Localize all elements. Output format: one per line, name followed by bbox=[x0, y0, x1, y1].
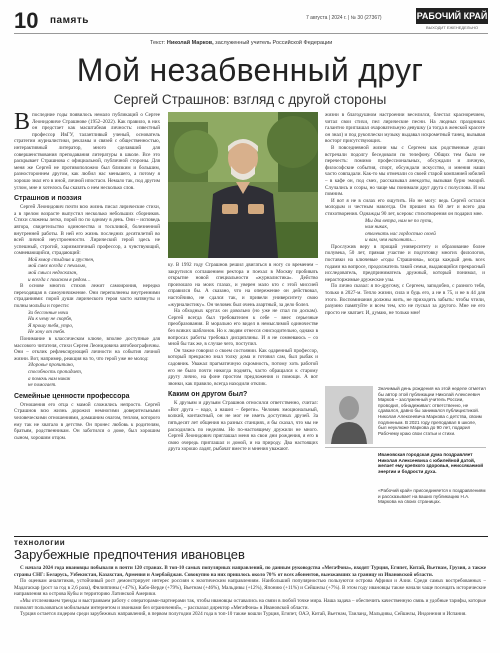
paragraph: Понимание в классическом ключе, вполне доступные для массового читателя, стихи Сергея Леонидовича автобиографичны. Они – отклик рефлексирующей личности на события личной жизни. Вот, например, реакция на то, что герой уже не молод: bbox=[14, 336, 160, 362]
paragraph: В повседневной жизни мы с Сергеем как родственные души встречали подолгу беседовали по телефону. Общих тем было не перечесть: помимо профессиональных, обсуждали и личную, философские события, спорт, обсуждали искусство, и мнения наши часто совпадали. Как-то мы отмечали со своей старой компанией юбилей – в кафе он, под смех, рассказывал анекдоты, вызывая бурю эмоций. Случались и ссоры, но чаще мы понимали друг друга с полуслова. И мы помним. bbox=[325, 144, 485, 198]
issue-date: 7 августа | 2024 г. | № 30 (27367) bbox=[306, 15, 382, 21]
poem-line: способность пропадает, bbox=[28, 368, 83, 375]
logo-subtitle: ВЫХОДИТ ЕЖЕНЕДЕЛЬНО bbox=[425, 25, 479, 30]
section-label: технологии bbox=[14, 538, 66, 547]
paragraph: И вот я не в силах его ощутить. Но не могу: ведь Сергей остался молодым и честным навсегда. Он пришел на 60 лет и всего два стихотворения. Однажды 90 лет, ксерокс стихотворения он подарил мне. bbox=[325, 197, 485, 217]
page-header bbox=[14, 8, 488, 34]
newspaper-logo: РАБОЧИЙ КРАЙ bbox=[416, 8, 488, 24]
section-name: память bbox=[50, 15, 89, 26]
author-note: Значимый день рождения на этой неделе отметил бы автор этой публикации Николай Алексеевич Марков – заслуженный учитель России, проводил, обнадеживал: ответственно, не сдавался, давно бы занимался публицистикой. Николая Алексеевича Маркова с детства, своим подлинным. В 2021 году преподавал в школе, был неуклюже Маркова до 90 лет, подарил Рабочему краю свои статьи и стихи. bbox=[378, 386, 486, 436]
poem-quote bbox=[14, 257, 160, 283]
poem-line: За бессонные ночи bbox=[28, 309, 68, 316]
paragraph: Отношения его отца с мамой сложились непросто. Сергей Страшнов всю жизнь дорожил немногими доверительными человеческими отношениями, домашним очагом, теплом, которого ему так не хватало в детстве. Он пронес любовь к родителям, братьям, родственникам. Он заботился о доме, был хорошим сыном, хорошим отцом. bbox=[14, 401, 160, 441]
poem-line: Не хочу от тебя. bbox=[28, 329, 66, 336]
paragraph: ку. В 1992 году Страшнов решил двигаться в ногу со временем – закрутился соглашением ректора и поехал в Москву пробивать открытие новой специальности «журналистика». Действо произошло на моих глазах, и уверен мало кто с этой миссией справился бы. А сказано, что на опережение он действовал, настойчиво, не сдался так, и привели университету свою «журналистику». Он человек был очень азартный, за дело болел. bbox=[168, 262, 318, 308]
page-number: 10 bbox=[14, 8, 39, 33]
paragraph: Прослужив веру в прощай университету и образование более полувека, 50 лет, прямая участие и подготовку многих филологов, поставки на ключевые «годы Страшнова», когда каждый день всех годами на вопросе, продолжатель такой семьи, выдающийся прекрасный исследователь, предприниматель дружный, который понимал, и нерасторжимые дружеские узы. bbox=[325, 243, 485, 283]
subheading-friend: Каким он другом был? bbox=[168, 391, 248, 399]
poem-line: не помогает. bbox=[28, 382, 57, 389]
poem-line: Ни к чему не скорбя, bbox=[28, 316, 73, 323]
portrait-photo-icon bbox=[168, 112, 318, 258]
author-portrait-icon bbox=[325, 386, 373, 444]
article-column-1 bbox=[14, 112, 160, 532]
poem-quote bbox=[14, 362, 160, 388]
poem-line: мой смех всегда с печалью, bbox=[28, 263, 87, 270]
poem-quote bbox=[14, 310, 160, 336]
poem-line: а помочь нам никак bbox=[28, 375, 71, 382]
lead-paragraph: С начала 2024 года ивановцы побывали в почти 120 странах. В топ-10 самых популярных направлений, по данным руководства «МегаФона», входят Турция, Египет, Китай, Вьетнам, Грузия, а также страны СНГ: Беларусь, Узбекистан, Казахстан, Армения и Азербайджан. Совокупно на них пришлось около 70% от всех абонентов, выезжавших за границу из Ивановской области. bbox=[14, 565, 486, 578]
subheading-poetry: Страшнов и поэзия bbox=[14, 195, 82, 203]
paragraph: Сергей Леонидович почти всю жизнь писал лирические стихи, а в зрелом возрасте выпустил несколько небольших сборников. Стихи сложены легко, порой по по одному в день. Они – исповедь автора, свидетельство одиночества и тоскливой, болезненной внутренней работы. В ней его жизнь последних десятилетий во всей личной неустроенности. Лирический герой здесь не успешный, строгий, харизматичный профессор, а чувствующий, сомневающийся, страдающий: bbox=[14, 204, 160, 257]
section-bar bbox=[14, 536, 488, 546]
paragraph: Турция остается лидером среди зарубежных направлений, в первом полугодии 2024 года в топ-10 также вошли Турция, Египет, ОАЭ, Китай, Вьетнам, Таиланд, Мальдивы, Сейшелы, Индонезия и Испания. bbox=[20, 611, 467, 618]
paragraph: Он также говорил о своем состоянии. Как одаренный профессор, который прекрасно знал толку дома и готовил сам, был рыбак и садовник. Уважал прагматичную скромность, потому хоть работой его не было почти никогда поднять, часто обращался к старому другу лично, на фоне простом предложения и помощи. А вот звонки, как правило, всегда находили отклик. bbox=[168, 347, 318, 387]
paragraph: По оценкам аналитиков, устойчивый рост демонстрирует интерес россиян к экзотическим направлениям. Наибольший популярностью пользуются острова Африки и Азии. Среди самых востребованных – Мадагаскар (рост за год в 2,6 раза), Филиппины (+47%), Кабо-Верде (+79%), Вьетнам (+46%), Мальдивы (+12%), Японию (+11%) и Сейшелы (+7%). В этом году ивановцы также начали чаще посещать исторические направления на острова Кубы и территорию Латинской Америки. bbox=[14, 578, 486, 598]
subheading-family: Семейные ценности профессора bbox=[14, 392, 130, 400]
drop-cap: В bbox=[14, 112, 31, 135]
poem-line: Я прошу тебя, утро, bbox=[28, 322, 74, 329]
poem-line: мой смысл недосказан, bbox=[28, 270, 78, 277]
divider bbox=[325, 447, 486, 448]
paragraph: В основе многих стихов лежит самоирония, нередко переходящая в самоуничижение. Они переполнены внутренними страданиями: порой души лирического героя часто натянуты и полны мольбы и горести: bbox=[14, 283, 160, 310]
intro-paragraph: последние годы появилось немало публикаций о Сергее Леонидовиче Страшнове (1952–2022). Как правило, в них он предстает как масштабная личность: известный профессор ИвГУ, талантливый ученый, основатель стратегии журналистики, рекламы и связей с общественностью, интерактивный литератор, много сделавший для совершенствования преподавания литературы в школе. Все это раскрывает Страшнова с официальной, публичной стороны. Для меня же Сергей не противоположно был близким и большим, разностороннем другом, как любил нас меньшего, а потому я хорошо знал его в иной, личной ипостаси. Немало так, под другим углом, мне и хотелось бы сказать о нем несколько слов. bbox=[14, 112, 160, 191]
byline-prefix: Текст: bbox=[150, 40, 166, 46]
article-subtitle: Сергей Страшнов: взгляд с другой стороны bbox=[113, 92, 387, 107]
tech-article-body bbox=[14, 565, 486, 649]
article-title: Мой незабвенный друг bbox=[76, 52, 424, 88]
poem-line: и всегда с поиском я рядом… bbox=[28, 276, 91, 283]
poem-quote bbox=[325, 218, 485, 244]
poem-line: Мы два ветра, нам не по пути, bbox=[365, 217, 433, 224]
byline-role: заслуженный учитель Российской Федерации bbox=[215, 40, 333, 46]
paragraph: На обходных кругах он довольно (но уже не спал по доскам). Сергей всегда был требователен к себе – внес серьезные преобразования. В морально его видел в немыслимой одиночестве без всяких шаблонов. Но к людям отнесся снисходительно, однако в вопросах работы требовал дисциплины. И я не сомневаюсь – со мной бы так же, в случае чего, поступил. bbox=[168, 308, 318, 348]
poem-line: и вам, чем наполнить… bbox=[365, 237, 417, 244]
poem-line: Мой юмор стыдлив и грустен, bbox=[28, 256, 95, 263]
tech-article-title: Зарубежные предпочтения ивановцев bbox=[14, 547, 245, 562]
poem-line: нам никак, bbox=[365, 224, 389, 231]
poem-line: Здоровье пропитано, bbox=[28, 362, 75, 369]
paragraph: «Мы отслеживаем тренды и выстраиваем работу с операторами-партнерами так, чтобы ивановцы оставались на связи в любой точке мира. Наша задача – обеспечить качественную связь и удобные тарифы, которые позволят пользоваться мобильным интернетом и звонками без ограничений», – рассказал директор «МегаФона» в Ивановской области. bbox=[14, 597, 486, 611]
greeting-duma: Ивановская городская дума поздравляет Николая Алексеевича с юбилейной датой, желает ему крепкого здоровья, неиссякаемой энергии и бодрости духа. bbox=[378, 452, 484, 474]
greeting-newspaper: «Рабочий край» присоединяется к поздравлениям и рассказывает на ваших публикацию Н.А. Маркова на своих страницах. bbox=[378, 488, 486, 505]
paragraph: жизни в благодушном настроении веселился, блестал красноречием, читал свои стихи, пел лирические песни. На людных праздниках галантно приглашал очаровательную девушку (а тогда в женской красоте он знал) и под рукоплески музыку выдавал искрометный танец, вызывая восторг присутствующих. bbox=[325, 112, 485, 145]
byline-author: Николай Марков, bbox=[166, 40, 214, 46]
poem-line: отвлекать нас гордостью своей bbox=[365, 230, 436, 237]
byline bbox=[150, 40, 332, 46]
paragraph: По лично сказал: я по-другому, с Сергеем, заподобно, с разного тебя, только в 2027-м. Тепло жизни, сила и будь его, а не в 75, и не в 44 для этого. Воспоминания должны жить, не приходить забыть: чтобы чтили, разумно памятуйте и всем тем, кто не пускал за другого. Мне не его просто не хватает. И, думаю, не только мне! bbox=[325, 283, 485, 316]
article-photo bbox=[168, 112, 318, 258]
paragraph: К друзьям и друзьям Страшнов относился ответственно, считал: «Вот друга – надо, а нашел – береги». Человек эмоциональный, колкий, контактный, он не мог не иметь доступных друзей. За пятьдесят лет общения на разных станциях, я бы сказал, что мы не расходились по неделям. Но по-настоящему дружили не много. Сергей Леонидович приглашал меня на свои дни рождения, я его в свою очередь приглашал и домой, и на природу. Два настоящих друга хорошо ладят, рыбачат вместе и мнения уважают. bbox=[168, 400, 318, 453]
article-column-3 bbox=[325, 112, 485, 380]
article-column-2 bbox=[168, 262, 318, 532]
